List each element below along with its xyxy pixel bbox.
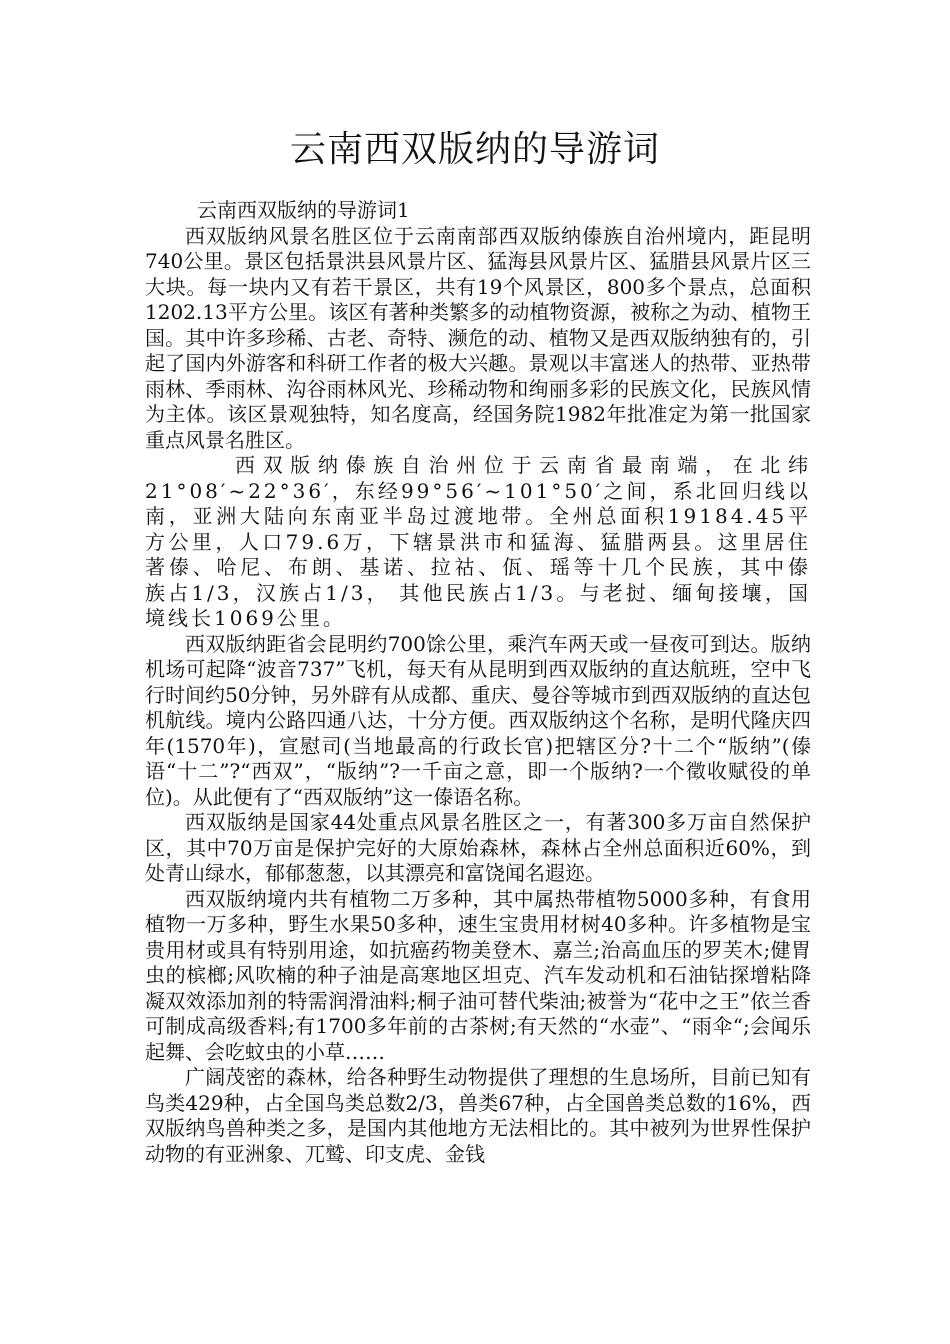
document-title: 云南西双版纳的导游词 <box>289 129 660 170</box>
paragraph-5: 西双版纳境内共有植物二万多种，其中属热带植物5000多种，有食用植物一万多种，野生水果50多种，速生宝贵用材树40多种。许多植物是宝贵用材或具有特别用途，如抗癌药物美登木、嘉兰;治高血压的罗芙木;健胃虫的槟榔;风吹楠的种子油是高寒地区坦克、汽车发动机和石油钻探增粘降凝双效添加剂的特需润滑油料;桐子油可替代柴油;被誉为“花中之王”依兰香可制成高级香料;有1700多年前的古茶树;有天然的“水壶”、“雨伞“;会闻乐起舞、会吃蚊虫的小草…… <box>145 886 811 1064</box>
paragraph-2: 西双版纳傣族自治州位于云南省最南端，在北纬21°08′~22°36′，东经99°56′~101°50′之间，系北回归线以南，亚洲大陆向东南亚半岛过渡地带。全州总面积19184.45平方公里，人口79.6万，下辖景洪市和猛海、猛腊两县。这里居住著傣、哈尼、布朗、基诺、拉祜、佤、瑶等十几个民族，其中傣族占1/3，汉族占1/3， 其他民族占1/3。与老挝、缅甸接壤，国境线长1069公里。 <box>145 453 811 630</box>
paragraph-4: 西双版纳是国家44处重点风景名胜区之一，有著300多万亩自然保护区，其中70万亩是保护完好的大原始森林，森林占全州总面积近60%，到处青山绿水，郁郁葱葱，以其漂亮和富饶闻名遐迩。 <box>145 810 811 885</box>
section-heading: 云南西双版纳的导游词1 <box>197 198 410 222</box>
paragraph-1: 西双版纳风景名胜区位于云南南部西双版纳傣族自治州境内，距昆明740公里。景区包括景洪县风景片区、猛海县风景片区、猛腊县风景片区三大块。每一块内又有若干景区，共有19个风景区，800多个景点，总面积1202.13平方公里。该区有著种类繁多的动植物资源，被称之为动、植物王国。其中许多珍稀、古老、奇特、濒危的动、植物又是西双版纳独有的，引起了国内外游客和科研工作者的极大兴趣。景观以丰富迷人的热带、亚热带雨林、季雨林、沟谷雨林风光、珍稀动物和绚丽多彩的民族文化，民族风情为主体。该区景观独特，知名度高，经国务院1982年批准定为第一批国家重点风景名胜区。 <box>145 223 811 452</box>
paragraph-3: 西双版纳距省会昆明约700馀公里，乘汽车两天或一昼夜可到达。版纳机场可起降“波音737”飞机，每天有从昆明到西双版纳的直达航班，空中飞行时间约50分钟，另外辟有从成都、重庆、曼谷等城市到西双版纳的直达包机航线。境内公路四通八达，十分方便。西双版纳这个名称，是明代隆庆四年(1570年)，宣慰司(当地最高的行政长官)把辖区分?十二个“版纳”(傣语“十二”?“西双”，“版纳”?一千亩之意，即一个版纳?一个徵收赋役的单位)。从此便有了“西双版纳”这一傣语名称。 <box>145 631 811 809</box>
document-body <box>145 198 811 1167</box>
paragraph-6: 广阔茂密的森林，给各种野生动物提供了理想的生息场所，目前已知有鸟类429种，占全国鸟类总数2/3，兽类67种，占全国兽类总数的16%，西双版纳鸟兽种类之多，是国内其他地方无法相比的。其中被列为世界性保护动物的有亚洲象、兀鹫、印支虎、金钱 <box>145 1065 811 1166</box>
